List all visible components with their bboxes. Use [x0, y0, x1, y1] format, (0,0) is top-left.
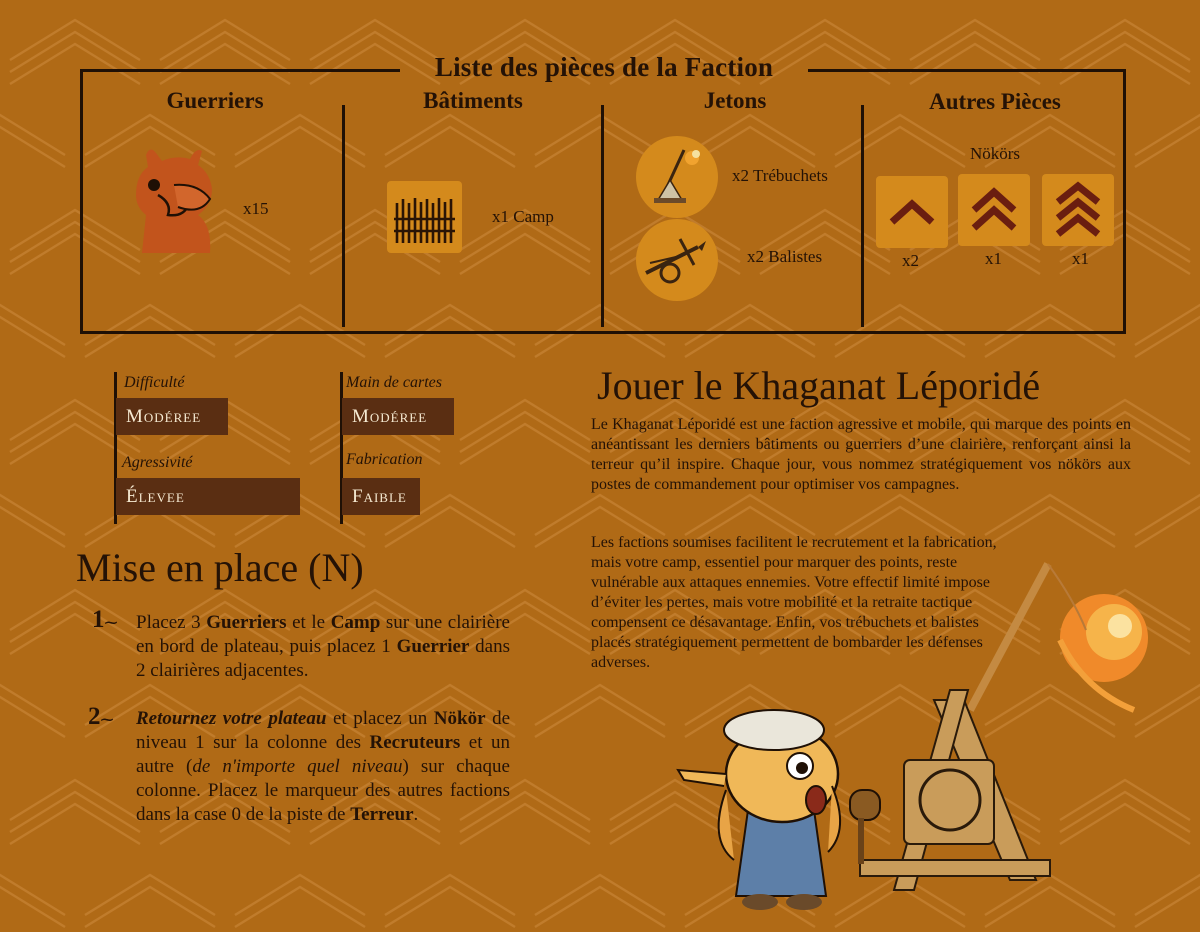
column-divider — [342, 105, 345, 327]
warriors-heading: Guerriers — [166, 88, 264, 113]
difficulty-value: Modéree — [116, 398, 228, 435]
frame-top-line — [80, 69, 400, 72]
trebuchet-token — [636, 136, 718, 218]
crafting-label: Fabrication — [346, 451, 423, 468]
difficulty-label: Difficulté — [124, 374, 185, 391]
ballista-count: x2 Balistes — [747, 247, 823, 266]
rabbit-character — [678, 710, 880, 910]
setup-step-2: Retournez votre plateau et placez un Nökör de niveau 1 sur la colonne des Recruteurs et un autre (de n'importe quel niveau) sur chaque colonne. Placez le marqueur des autres factions dans la case 0 de la piste de Terreur. — [136, 708, 511, 825]
setup-title: Mise en place (N) — [76, 545, 364, 590]
crafting-value: Faible — [342, 478, 420, 515]
ballista-icon — [636, 219, 718, 301]
playing-paragraph-1: Le Khaganat Léporidé est une faction agressive et mobile, qui marque des points en anéantissant les derniers bâtiments ou guerriers d’une clairière, renforçant ainsi la terreur qu’il inspire. Chaque jour, vous nommez stratégiquement vos nökörs aux postes de commandement pour optimiser vos campagnes. — [591, 416, 1131, 493]
aggression-label: Agressivité — [122, 454, 193, 471]
nokor-count: x1 — [1072, 249, 1089, 268]
step-number: 2⁓ — [88, 703, 114, 730]
playing-title: Jouer le Khaganat Léporidé — [597, 363, 1041, 408]
tokens-heading: Jetons — [703, 88, 767, 113]
column-divider — [601, 105, 604, 327]
warriors-count: x15 — [243, 199, 269, 218]
frame-top-line — [808, 69, 1126, 72]
camp-count: x1 Camp — [492, 207, 554, 226]
hand-value: Modéree — [342, 398, 454, 435]
nokors-subheading: Nökörs — [969, 144, 1021, 163]
hand-label: Main de cartes — [346, 374, 442, 391]
camp-palisade-icon — [387, 181, 462, 253]
step-number: 1⁓ — [92, 606, 118, 633]
ballista-token — [636, 219, 718, 301]
nokor-count: x2 — [902, 251, 919, 270]
rabbit-warrior-icon — [128, 145, 220, 255]
trebuchet-count: x2 Trébuchets — [732, 166, 828, 185]
nokor-count: x1 — [985, 249, 1002, 268]
faction-pieces-title: Liste des pièces de la Faction — [434, 52, 774, 82]
playing-paragraph-2: Les factions soumises facilitent le recrutement et la fabrication, mais votre camp, essentiel pour marquer des points, reste vulnérable aux attaques ennemies. Votre effectif limité impose d’éviter les pertes, mais votre mobilité et la retraite tactique compensent ce désavantage. Enfin, vos trébuchets et balistes placés stratégiquement permettent de bombarder les défenses adverses. — [591, 534, 997, 671]
buildings-heading: Bâtiments — [423, 88, 523, 113]
other-pieces-heading: Autres Pièces — [929, 89, 1061, 114]
nokor-level-2-tile — [958, 174, 1030, 246]
camp-tile — [387, 181, 462, 253]
nokor-level-3-tile — [1042, 174, 1114, 246]
chevron-rank-3-icon — [1042, 174, 1114, 246]
trebuchet-icon — [636, 136, 718, 218]
fireball-icon — [1060, 594, 1148, 710]
rabbit-trebuchet-illustration — [664, 560, 1184, 920]
chevron-rank-2-icon — [958, 174, 1030, 246]
setup-step-1: Placez 3 Guerriers et le Camp sur une clairière en bord de plateau, puis placez 1 Guerrier dans 2 clairières adjacentes. — [136, 612, 511, 681]
column-divider — [861, 105, 864, 327]
chevron-rank-1-icon — [876, 176, 948, 248]
aggression-value: Élevee — [116, 478, 300, 515]
nokor-level-1-tile — [876, 176, 948, 248]
